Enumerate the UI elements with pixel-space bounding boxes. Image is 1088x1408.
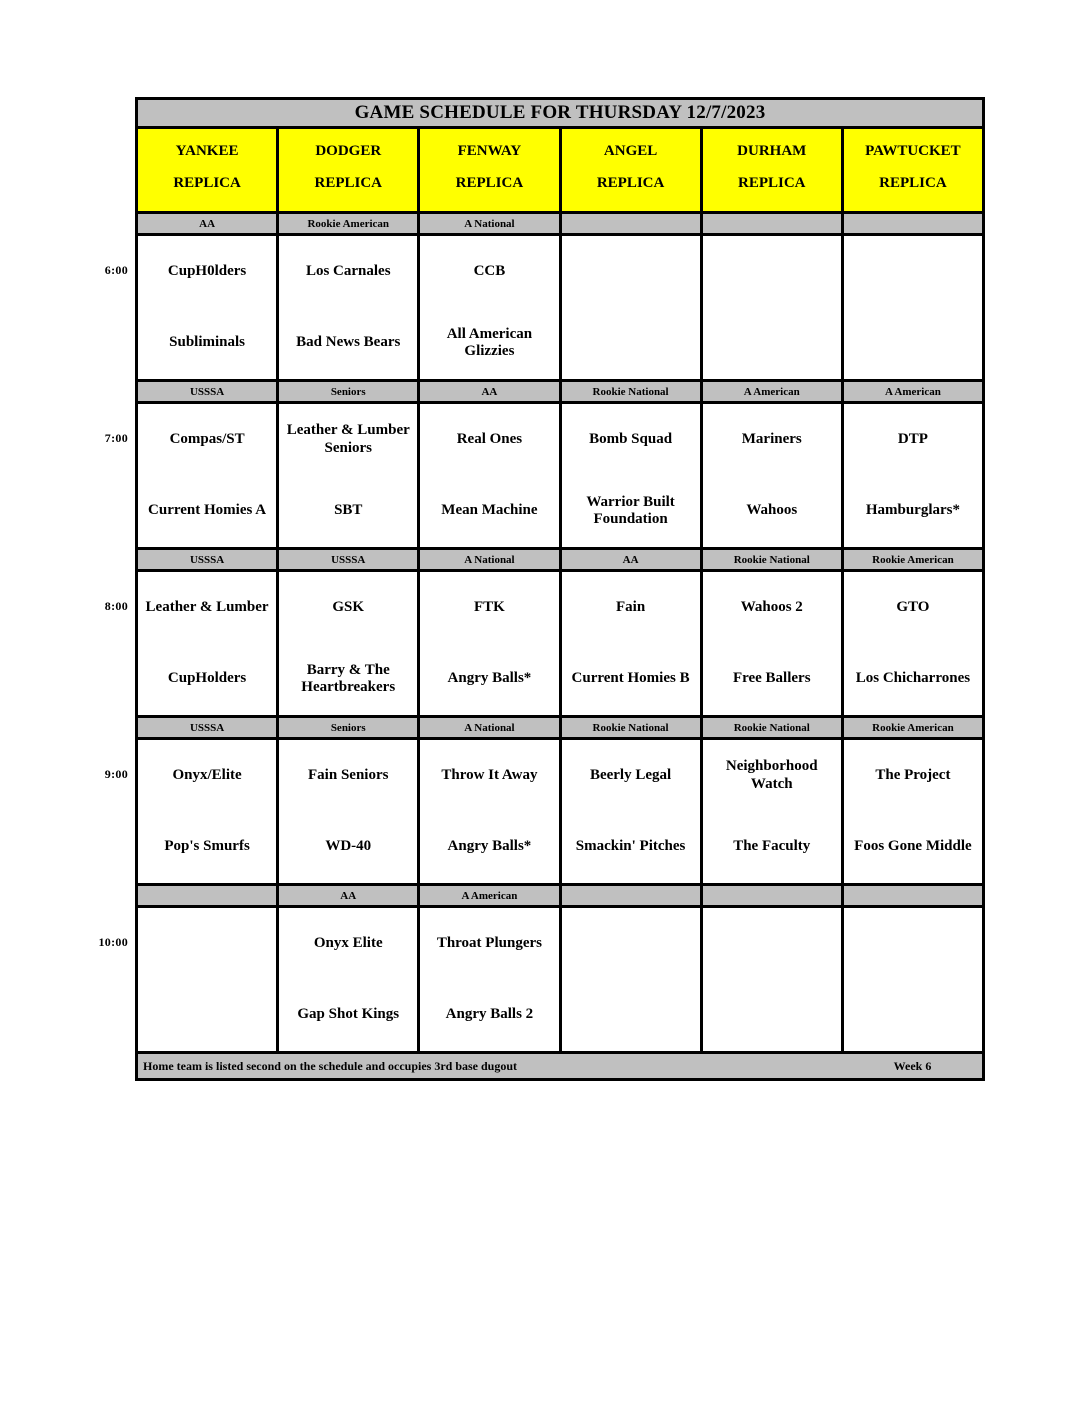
visitor-team (138, 908, 276, 980)
visitor-team: Wahoos 2 (740, 598, 803, 615)
venue-line2: REPLICA (879, 175, 947, 191)
division-cell (703, 214, 841, 233)
visitor-team: Onyx Elite (313, 934, 383, 951)
division-cell (562, 886, 700, 905)
visitor-team: Leather & Lumber Seniors (286, 422, 410, 456)
game-cell (279, 572, 417, 715)
visitor-team: Compas/ST (169, 430, 245, 447)
game-cell (138, 908, 276, 1051)
home-team: Mean Machine (441, 502, 538, 519)
visitor-team: Neighborhood Watch (725, 758, 818, 792)
division-cell: AA (279, 886, 417, 905)
venue-name: FENWAY (457, 143, 522, 159)
home-team (703, 980, 841, 1052)
division-cell: USSSA (279, 550, 417, 569)
division-cell: Rookie American (844, 718, 982, 737)
division-cell: A American (420, 886, 558, 905)
visitor-team (562, 236, 700, 308)
venue-name: PAWTUCKET (865, 143, 961, 159)
visitor-team (844, 908, 982, 980)
division-cell: A American (703, 382, 841, 401)
home-team: Barry & The Heartbreakers (301, 661, 396, 696)
venue-header-fenway (420, 129, 558, 211)
game-cell (420, 740, 558, 883)
visitor-team: Los Carnales (305, 262, 391, 279)
home-team: CupHolders (167, 670, 247, 687)
visitor-team: Fain (615, 598, 646, 615)
game-cell (279, 908, 417, 1051)
visitor-team: Fain Seniors (308, 766, 389, 783)
home-team: Subliminals (169, 334, 246, 351)
game-cell (420, 908, 558, 1051)
time-label: 6:00 (104, 263, 128, 277)
visitor-team (844, 236, 982, 308)
game-cell (138, 404, 276, 547)
home-team: Angry Balls* (447, 670, 532, 687)
venue-header-pawtucket (844, 129, 982, 211)
visitor-team: FTK (473, 598, 505, 615)
division-cell: AA (420, 382, 558, 401)
time-label: 7:00 (104, 431, 128, 445)
game-cell (703, 908, 841, 1051)
game-cell (844, 236, 982, 379)
game-cell (562, 740, 700, 883)
division-cell (562, 214, 700, 233)
division-cell: AA (138, 214, 276, 233)
home-team: Free Ballers (732, 670, 811, 687)
division-cell: Rookie American (279, 214, 417, 233)
visitor-team (703, 908, 841, 980)
venue-name: ANGEL (603, 143, 658, 159)
division-cell (844, 214, 982, 233)
game-cell (420, 572, 558, 715)
page-title: GAME SCHEDULE FOR THURSDAY 12/7/2023 (138, 100, 982, 126)
visitor-team: Bomb Squad (589, 430, 673, 447)
visitor-team: DTP (897, 430, 928, 447)
division-cell (138, 886, 276, 905)
visitor-team: Beerly Legal (589, 766, 672, 783)
venue-line2: REPLICA (314, 175, 382, 191)
venue-line2: REPLICA (455, 175, 524, 191)
venue-name: YANKEE (175, 143, 239, 159)
venue-line2: REPLICA (737, 175, 806, 191)
division-cell: Rookie National (703, 550, 841, 569)
footer-note: Home team is listed second on the schedule and occupies 3rd base dugout (143, 1058, 518, 1073)
division-cell: Rookie National (562, 718, 700, 737)
game-cell (279, 404, 417, 547)
division-cell: Seniors (279, 718, 417, 737)
home-team: Gap Shot Kings (297, 1006, 400, 1023)
home-team: Hamburglars* (865, 502, 960, 519)
visitor-team: Mariners (741, 430, 802, 447)
division-cell: A National (420, 550, 558, 569)
division-cell: Seniors (279, 382, 417, 401)
visitor-team: Real Ones (456, 430, 523, 447)
time-label: 10:00 (98, 935, 128, 949)
venue-name: DODGER (315, 143, 382, 159)
game-cell (138, 236, 276, 379)
division-cell: Rookie American (844, 550, 982, 569)
venue-header-angel (562, 129, 700, 211)
game-cell (844, 740, 982, 883)
visitor-team: GSK (332, 598, 365, 615)
division-cell: USSSA (138, 718, 276, 737)
game-cell (562, 404, 700, 547)
division-cell: AA (562, 550, 700, 569)
home-team: Los Chicharrones (855, 670, 971, 687)
footer-bar (138, 1054, 982, 1078)
venue-header-yankee (138, 129, 276, 211)
game-cell (844, 404, 982, 547)
game-cell (703, 236, 841, 379)
visitor-team: GTO (896, 598, 930, 615)
game-cell (420, 236, 558, 379)
visitor-team: Leather & Lumber (145, 598, 269, 615)
division-cell: A National (420, 214, 558, 233)
home-team: Current Homies B (571, 670, 690, 687)
home-team (562, 980, 700, 1052)
game-cell (703, 740, 841, 883)
visitor-team: CCB (473, 262, 506, 279)
home-team: SBT (334, 502, 363, 519)
time-label: 8:00 (104, 599, 128, 613)
visitor-team: Throw It Away (441, 766, 538, 783)
game-cell (279, 740, 417, 883)
game-cell (138, 740, 276, 883)
home-team (703, 308, 841, 380)
home-team (844, 980, 982, 1052)
visitor-team (703, 236, 841, 308)
division-cell: USSSA (138, 382, 276, 401)
venue-line2: REPLICA (596, 175, 665, 191)
game-cell (703, 572, 841, 715)
game-cell (703, 404, 841, 547)
visitor-team: Onyx/Elite (172, 766, 242, 783)
home-team: The Faculty (733, 838, 811, 855)
home-team: Current Homies A (148, 502, 267, 519)
venue-line2: REPLICA (173, 175, 241, 191)
home-team (562, 308, 700, 380)
division-cell: USSSA (138, 550, 276, 569)
game-cell (562, 908, 700, 1051)
home-team: Smackin' Pitches (575, 838, 686, 855)
home-team: All American Glizzies (446, 325, 533, 360)
week-label: Week 6 (893, 1058, 932, 1073)
venue-header-durham (703, 129, 841, 211)
home-team (844, 308, 982, 380)
home-team: Warrior Built Foundation (586, 493, 675, 528)
division-cell (703, 886, 841, 905)
venue-name: DURHAM (737, 143, 807, 159)
division-cell (844, 886, 982, 905)
game-cell (138, 572, 276, 715)
division-cell: Rookie National (703, 718, 841, 737)
home-team: Angry Balls 2 (445, 1006, 534, 1023)
division-cell: Rookie National (562, 382, 700, 401)
time-label: 9:00 (104, 767, 128, 781)
visitor-team (562, 908, 700, 980)
home-team: Bad News Bears (296, 334, 401, 351)
home-team (138, 980, 276, 1052)
game-cell (844, 572, 982, 715)
home-team: WD-40 (325, 838, 372, 855)
game-cell (562, 572, 700, 715)
game-cell (562, 236, 700, 379)
visitor-team: The Project (875, 766, 951, 783)
game-cell (279, 236, 417, 379)
home-team: Foos Gone Middle (854, 838, 972, 855)
visitor-team: Throat Plungers (436, 934, 542, 951)
division-cell: A American (844, 382, 982, 401)
game-cell (420, 404, 558, 547)
visitor-team: CupH0lders (167, 262, 247, 279)
division-cell: A National (420, 718, 558, 737)
home-team: Pop's Smurfs (164, 838, 250, 855)
home-team: Wahoos (746, 502, 798, 519)
venue-header-dodger (279, 129, 417, 211)
schedule-table (135, 97, 985, 1081)
home-team: Angry Balls* (447, 838, 532, 855)
game-cell (844, 908, 982, 1051)
